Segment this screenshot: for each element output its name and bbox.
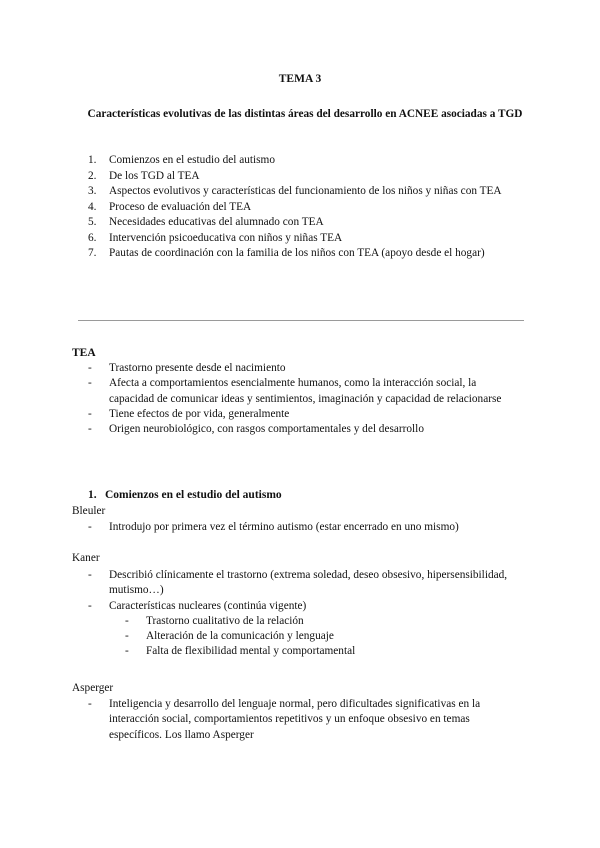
toc-text: Proceso de evaluación del TEA	[109, 200, 252, 213]
dash-bullet: -	[88, 569, 92, 581]
toc-text: Intervención psicoeducativa con niños y niñas TEA	[109, 231, 343, 244]
toc-item	[88, 246, 528, 262]
list-item	[88, 361, 524, 376]
list-item-text: Trastorno presente desde el nacimiento	[109, 362, 286, 374]
toc-text: De los TGD al TEA	[109, 169, 200, 182]
kaner-list	[88, 568, 524, 660]
toc-text: Pautas de coordinación con la familia de los niños con TEA (apoyo desde el hogar)	[109, 247, 485, 259]
dash-bullet: -	[125, 630, 129, 643]
toc-text: Comienzos en el estudio del autismo	[109, 154, 275, 166]
sub-list-item	[125, 614, 524, 629]
list-item-text: Afecta a comportamientos esencialmente humanos, como la interacción social, la capacidad de comunicar ideas y sentimientos, imaginación y capacidad de relacionarse	[109, 377, 502, 405]
section-title: Comienzos en el estudio del autismo	[105, 489, 282, 501]
dash-bullet: -	[88, 377, 92, 390]
list-item	[88, 520, 524, 535]
toc-number: 3.	[88, 185, 97, 197]
dash-bullet: -	[88, 599, 92, 612]
tea-heading: TEA	[72, 347, 96, 359]
list-item-text: Inteligencia y desarrollo del lenguaje normal, pero dificultades significativas en la interacción social, comportamientos repetitivos y un enfoque obsesivo en temas específicos. Los llamo Asperger	[109, 698, 481, 741]
kaner-sublist	[88, 614, 524, 660]
dash-bullet: -	[88, 698, 92, 710]
list-item	[88, 422, 524, 437]
asperger-list	[88, 697, 524, 743]
toc-text: Necesidades educativas del alumnado con TEA	[109, 216, 324, 228]
toc-item	[88, 200, 528, 216]
horizontal-divider	[78, 320, 524, 321]
list-item	[88, 407, 524, 422]
bleuler-list	[88, 520, 524, 535]
dash-bullet: -	[125, 614, 129, 627]
document-title: TEMA 3	[278, 73, 322, 85]
list-item	[88, 376, 524, 407]
list-item	[88, 599, 524, 660]
list-item-text: Describió clínicamente el trastorno (extrema soledad, deseo obsesivo, hipersensibilidad, mutismo…)	[109, 569, 508, 597]
bleuler-label: Bleuler	[72, 505, 106, 517]
sub-list-item	[125, 644, 524, 659]
toc-text: Aspectos evolutivos y características del funcionamiento de los niños y niñas con TEA	[109, 185, 502, 197]
toc-number: 4.	[88, 200, 97, 213]
section-1-heading	[88, 488, 282, 503]
toc-number: 5.	[88, 216, 97, 228]
toc-number: 6.	[88, 231, 97, 244]
dash-bullet: -	[88, 423, 92, 436]
table-of-contents	[88, 153, 528, 262]
section-number: 1.	[88, 489, 97, 501]
toc-number: 2.	[88, 169, 97, 182]
sub-list-item-text: Alteración de la comunicación y lenguaje	[146, 630, 334, 643]
dash-bullet: -	[88, 521, 92, 533]
dash-bullet: -	[125, 645, 129, 658]
toc-number: 7.	[88, 247, 97, 259]
toc-item	[88, 153, 528, 169]
list-item	[88, 697, 524, 743]
dash-bullet: -	[88, 362, 92, 374]
sub-list-item-text: Falta de flexibilidad mental y comportamental	[146, 645, 356, 658]
toc-item	[88, 215, 528, 231]
sub-list-item	[125, 629, 524, 644]
document-subtitle: Características evolutivas de las distintas áreas del desarrollo en ACNEE asociadas a TGD	[87, 108, 523, 120]
toc-item	[88, 184, 528, 200]
toc-item	[88, 169, 528, 185]
list-item-text: Origen neurobiológico, con rasgos comportamentales y del desarrollo	[109, 423, 424, 436]
list-item	[88, 568, 524, 599]
toc-number: 1.	[88, 154, 97, 166]
asperger-label: Asperger	[72, 682, 114, 694]
dash-bullet: -	[88, 407, 92, 420]
list-item-text: Tiene efectos de por vida, generalmente	[109, 407, 290, 420]
kaner-label: Kaner	[72, 552, 100, 564]
toc-item	[88, 231, 528, 247]
list-item-text: Introdujo por primera vez el término autismo (estar encerrado en uno mismo)	[109, 521, 459, 533]
tea-list	[88, 361, 524, 437]
list-item-text: Características nucleares (continúa vigente)	[109, 599, 307, 612]
sub-list-item-text: Trastorno cualitativo de la relación	[146, 614, 304, 627]
